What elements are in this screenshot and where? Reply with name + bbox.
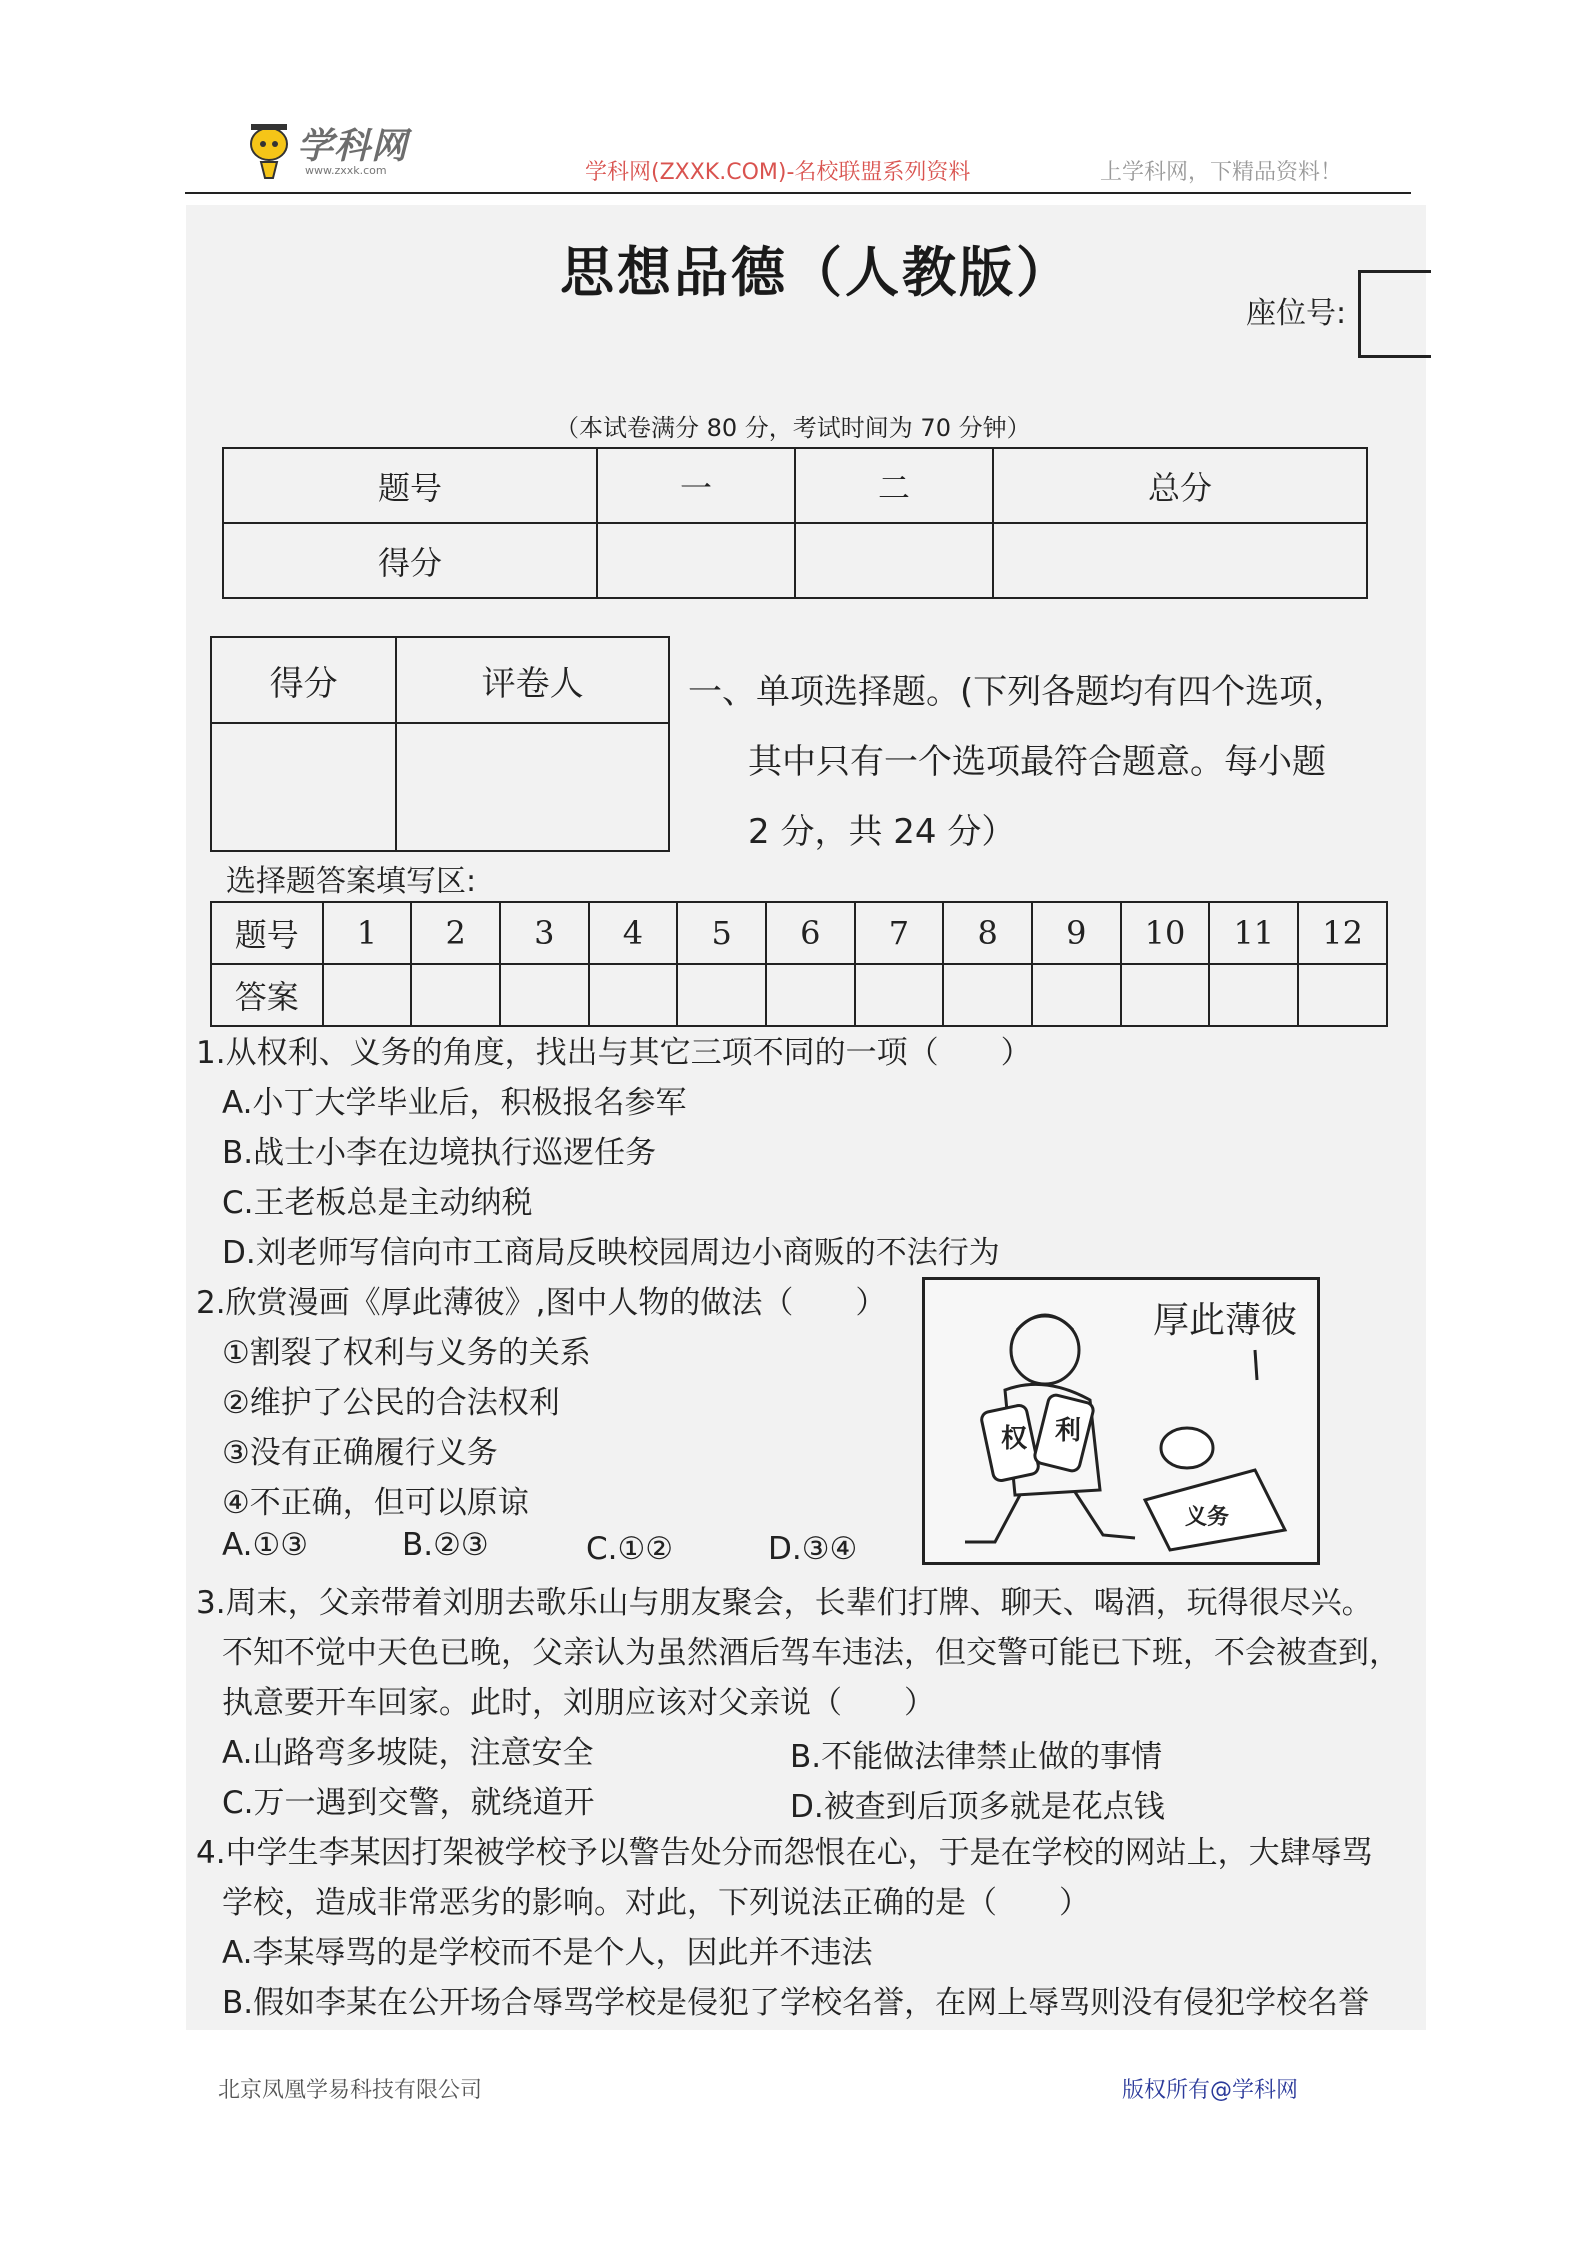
score-table-header: 总分: [993, 448, 1367, 523]
exam-title: 思想品德（人教版）: [560, 241, 1073, 304]
score-cell: [993, 523, 1367, 598]
header-divider: [185, 192, 1411, 194]
answer-cell: [589, 964, 678, 1026]
question-1-stem: 1.从权利、义务的角度，找出与其它三项不同的一项（ ）: [196, 1035, 1032, 1071]
question-3-line-3: 执意要开车回家。此时，刘朋应该对父亲说（ ）: [222, 1685, 935, 1721]
answer-grid-number: 11: [1209, 902, 1298, 964]
answer-cell: [500, 964, 589, 1026]
section-points: 2 分，共 24 分）: [748, 812, 1016, 852]
question-1-option-a: A.小丁大学毕业后，积极报名参军: [222, 1085, 687, 1121]
answer-cell: [855, 964, 944, 1026]
question-3-option-d: D.被查到后顶多就是花点钱: [790, 1789, 1165, 1825]
cartoon-word-rights: 权: [1001, 1424, 1028, 1454]
answer-grid-number: 1: [323, 902, 412, 964]
answer-grid-number: 7: [855, 902, 944, 964]
section-instructions: 其中只有一个选项最符合题意。每小题: [748, 742, 1326, 782]
question-2-statement-3: ③没有正确履行义务: [222, 1435, 498, 1471]
logo-url: www.zxxk.com: [305, 164, 387, 177]
question-3-option-c: C.万一遇到交警，就绕道开: [222, 1785, 595, 1821]
score-table-row-label: 得分: [223, 523, 597, 598]
question-2-statement-2: ②维护了公民的合法权利: [222, 1385, 560, 1421]
question-3-line-1: 3.周末，父亲带着刘朋去歌乐山与朋友聚会，长辈们打牌、聊天、喝酒，玩得很尽兴。: [196, 1585, 1373, 1621]
question-3-line-2: 不知不觉中天色已晚，父亲认为虽然酒后驾车违法，但交警可能已下班，不会被查到，: [222, 1635, 1400, 1671]
question-4-line-2: 学校，造成非常恶劣的影响。对此，下列说法正确的是（ ）: [222, 1885, 1090, 1921]
cartoon-word-duty: 义务: [1185, 1505, 1230, 1530]
seat-number-box: [1358, 270, 1431, 358]
score-table-header: 题号: [223, 448, 597, 523]
seat-number-label: 座位号:: [1246, 296, 1347, 331]
section-heading: 一、单项选择题。(下列各题均有四个选项，: [688, 672, 1348, 712]
cartoon-caption: 厚此薄彼: [1153, 1300, 1298, 1341]
question-1-option-d: D.刘老师写信向市工商局反映校园周边小商贩的不法行为: [222, 1235, 1000, 1271]
answer-grid-number: 8: [943, 902, 1032, 964]
question-4-option-a: A.李某辱骂的是学校而不是个人，因此并不违法: [222, 1935, 873, 1971]
answer-cell: [1298, 964, 1387, 1026]
exam-info: （本试卷满分 80 分，考试时间为 70 分钟）: [555, 414, 1031, 442]
question-2-statement-1: ①割裂了权利与义务的关系: [222, 1335, 591, 1371]
grader-name-cell: [396, 723, 669, 851]
answer-cell: [323, 964, 412, 1026]
footer-company: 北京凤凰学易科技有限公司: [218, 2078, 483, 2103]
score-table-header: 一: [597, 448, 795, 523]
footer-copyright: 版权所有@学科网: [1122, 2078, 1299, 2103]
answer-grid-number: 2: [411, 902, 500, 964]
answer-cell: [943, 964, 1032, 1026]
question-2-option-a: A.①③: [222, 1527, 309, 1563]
answer-cell: [766, 964, 855, 1026]
score-summary-table: [222, 447, 1368, 599]
answer-cell: [1121, 964, 1210, 1026]
grader-score-label: 得分: [211, 637, 396, 723]
question-2-option-c: C.①②: [586, 1531, 674, 1567]
logo-text: 学科网: [297, 126, 409, 167]
cartoon-image: [922, 1277, 1320, 1565]
answer-cell: [1209, 964, 1298, 1026]
answer-grid: [210, 901, 1388, 1027]
header-tagline: 学科网(ZXXK.COM)-名校联盟系列资料: [585, 160, 971, 185]
cartoon-drawing: [925, 1280, 1317, 1562]
grader-table: [210, 636, 670, 852]
grader-label: 评卷人: [396, 637, 669, 723]
score-cell: [795, 523, 993, 598]
answer-cell: [677, 964, 766, 1026]
question-2-statement-4: ④不正确，但可以原谅: [222, 1485, 529, 1521]
answer-grid-number: 9: [1032, 902, 1121, 964]
question-3-option-b: B.不能做法律禁止做的事情: [790, 1739, 1163, 1775]
answer-grid-number: 4: [589, 902, 678, 964]
question-2-stem: 2.欣赏漫画《厚此薄彼》,图中人物的做法（ ）: [196, 1285, 887, 1321]
answer-grid-answer-label: 答案: [211, 964, 323, 1026]
site-logo[interactable]: [245, 118, 435, 188]
answer-grid-number: 10: [1121, 902, 1210, 964]
answer-area-label: 选择题答案填写区:: [226, 864, 477, 899]
answer-cell: [1032, 964, 1121, 1026]
question-4-option-b: B.假如李某在公开场合辱骂学校是侵犯了学校名誉，在网上辱骂则没有侵犯学校名誉: [222, 1985, 1370, 2021]
question-2-option-d: D.③④: [768, 1531, 858, 1567]
question-4-line-1: 4.中学生李某因打架被学校予以警告处分而怨恨在心，于是在学校的网站上，大肆辱骂: [196, 1835, 1373, 1871]
score-cell: [597, 523, 795, 598]
answer-grid-number: 3: [500, 902, 589, 964]
question-1-option-c: C.王老板总是主动纳税: [222, 1185, 533, 1221]
answer-grid-number-label: 题号: [211, 902, 323, 964]
answer-grid-number: 12: [1298, 902, 1387, 964]
question-1-option-b: B.战士小李在边境执行巡逻任务: [222, 1135, 657, 1171]
question-2-option-b: B.②③: [402, 1527, 489, 1563]
answer-grid-number: 6: [766, 902, 855, 964]
answer-cell: [411, 964, 500, 1026]
grader-score-cell: [211, 723, 396, 851]
score-table-header: 二: [795, 448, 993, 523]
mascot-icon: [245, 122, 297, 182]
question-3-option-a: A.山路弯多坡陡，注意安全: [222, 1735, 594, 1771]
cartoon-word-interest: 利: [1055, 1416, 1082, 1446]
answer-grid-number: 5: [677, 902, 766, 964]
header-slogan: 上学科网，下精品资料！: [1100, 160, 1343, 185]
